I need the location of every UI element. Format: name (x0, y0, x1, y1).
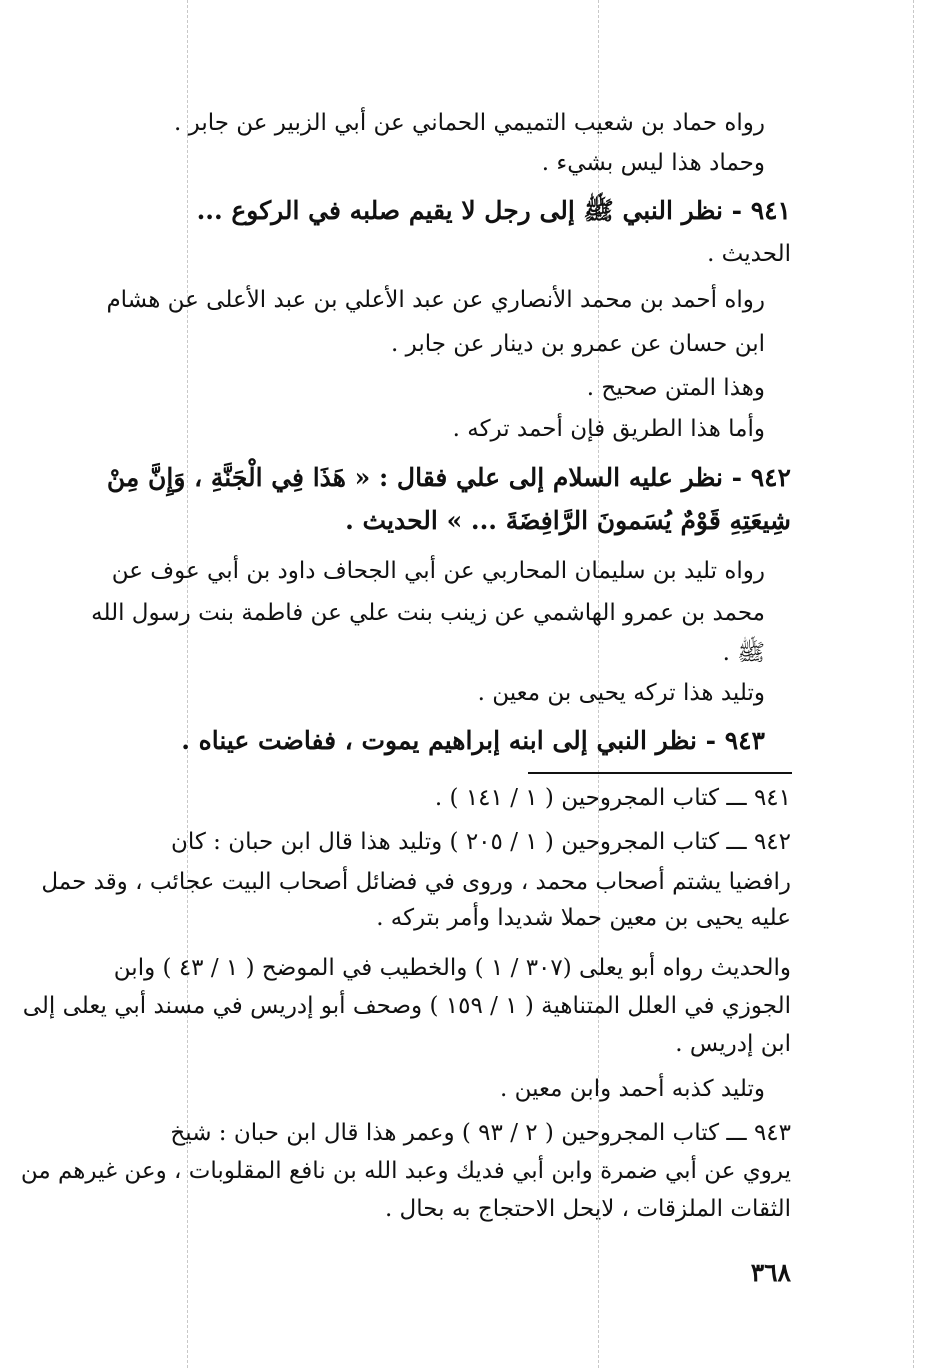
footnote-942-line: عليه يحيى بن معين حملا شديدا وأمر بتركه . (376, 905, 791, 931)
footnote-separator (528, 772, 792, 774)
hadith-heading-943: ٩٤٣ - نظر النبي إلى ابنه إبراهيم يموت ، ففاضت عيناه . (181, 726, 765, 755)
footnote-942-line: ٩٤٢ ـــ كتاب المجروحين ( ١ / ٢٠٥ ) وتليد هذا قال ابن حبان : كان (170, 829, 791, 855)
chain-line: ابن حسان عن عمرو بن دينار عن جابر . (391, 331, 765, 357)
footnote-942-line: وتليد كذبه أحمد وابن معين . (499, 1076, 765, 1102)
chain-line: محمد بن عمرو الهاشمي عن زينب بنت علي عن فاطمة بنت رسول الله (91, 600, 765, 626)
verdict-line: وهذا المتن صحيح . (586, 375, 765, 401)
chain-line: ﷺ . (722, 640, 765, 666)
footnote-942-line: رافضيا يشتم أصحاب محمد ، وروى في فضائل أصحاب البيت عجائب ، وقد حمل (41, 869, 791, 895)
footnote-943-line: يروي عن أبي ضمرة وابن أبي فديك وعبد الله بن نافع المقلوبات ، وعن غيرهم من (20, 1158, 791, 1184)
footnote-942-line: ابن إدريس . (675, 1031, 791, 1057)
footnote-943-line: الثقات الملزقات ، لايحل الاحتجاج به بحال . (384, 1196, 791, 1222)
hadith-heading-942: ٩٤٢ - نظر عليه السلام إلى علي فقال : « هَذَا فِي الْجَنَّةِ ، وَإِنَّ مِنْ (106, 463, 791, 492)
chain-line: رواه أحمد بن محمد الأنصاري عن عبد الأعلي بن عبد الأعلى عن هشام (106, 287, 765, 313)
verdict-line: وأما هذا الطريق فإن أحمد تركه . (452, 416, 765, 442)
hadith-heading-941: ٩٤١ - نظر النبي ﷺ إلى رجل لا يقيم صلبه في الركوع ... (196, 196, 791, 225)
hadith-heading-941-end: الحديث . (707, 241, 791, 267)
footnote-942-line: والحديث رواه أبو يعلى (٣٠٧ / ١ ) والخطيب في الموضح ( ١ / ٤٣ ) وابن (113, 955, 791, 981)
narration-line: وحماد هذا ليس بشيء . (541, 150, 765, 176)
footnote-942-line: الجوزي في العلل المتناهية ( ١ / ١٥٩ ) وصحف أبو إدريس في مسند أبي يعلى إلى (22, 993, 791, 1019)
guide-line-right (913, 0, 914, 1368)
verdict-line: وتليد هذا تركه يحيى بن معين . (477, 680, 765, 706)
chain-line: رواه تليد بن سليمان المحاربي عن أبي الجحاف داود بن أبي عوف عن (111, 558, 765, 584)
footnote-943-line: ٩٤٣ ـــ كتاب المجروحين ( ٢ / ٩٣ ) وعمر هذا قال ابن حبان : شيخ (170, 1120, 791, 1146)
narration-line: رواه حماد بن شعيب التميمي الحماني عن أبي الزبير عن جابر . (174, 110, 765, 136)
footnote-941: ٩٤١ ـــ كتاب المجروحين ( ١ / ١٤١ ) . (434, 785, 791, 811)
page-number: ٣٦٨ (750, 1258, 791, 1287)
hadith-heading-942-end: شِيعَتِهِ قَوْمٌ يُسَمونَ الرَّافِضَةَ ... » الحديث . (345, 506, 791, 535)
